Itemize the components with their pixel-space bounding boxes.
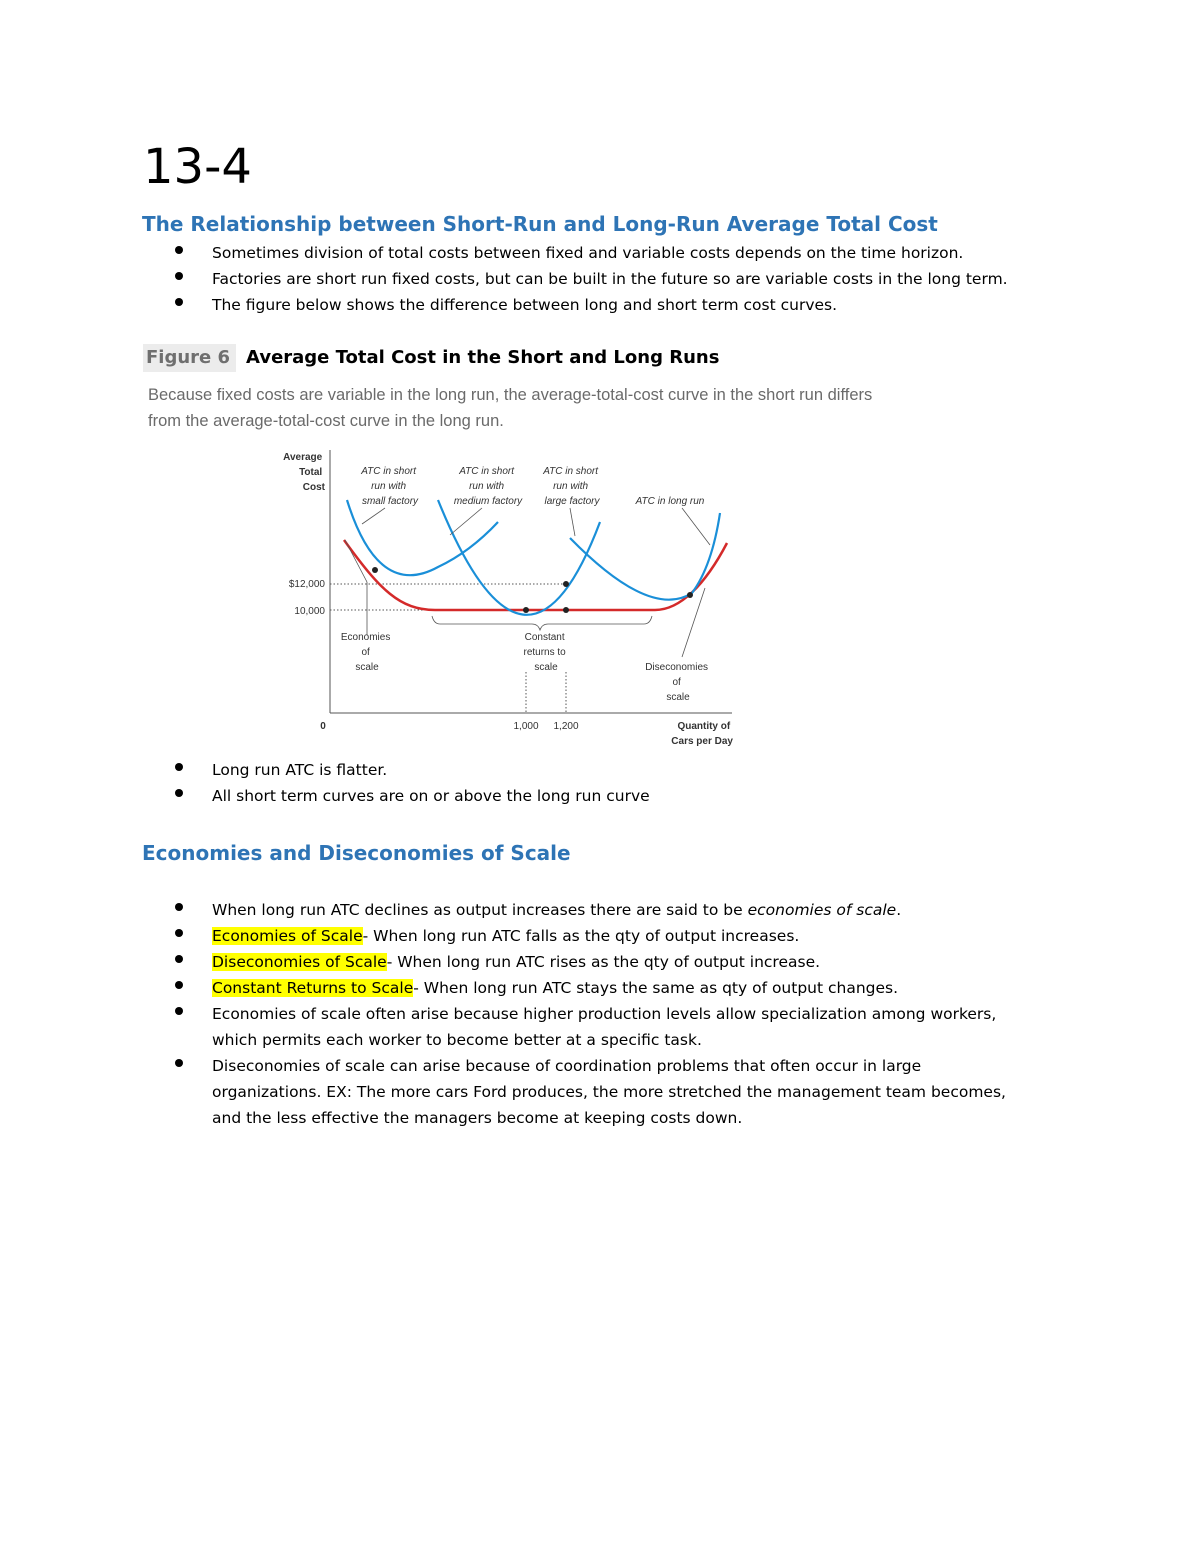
annotation-economies: Economies of scale (340, 632, 391, 673)
list-item: Diseconomies of Scale- When long run ATC rises as the qty of output increase. (0, 949, 1032, 975)
list-item: Economies of Scale- When long run ATC falls as the qty of output increases. (0, 923, 1032, 949)
series-label-long-run: ATC in long run (635, 496, 705, 507)
short-run-atc-large (570, 513, 720, 600)
highlighted-term: Constant Returns to Scale (212, 979, 414, 997)
x-tick-label-1000: 1,000 (513, 721, 539, 732)
figure-title: Average Total Cost in the Short and Long Runs (246, 347, 720, 368)
list-item: Sometimes division of total costs between fixed and variable costs depends on the time horizon. (0, 240, 1032, 266)
list-item: Economies of scale often arise because higher production levels allow specialization among workers, which permits each worker to become better at a specific task. (0, 1001, 1032, 1053)
atc-chart (270, 440, 750, 755)
economies-leader (345, 540, 367, 582)
figure-label: Figure 6 (143, 344, 236, 372)
series-leader-large (570, 508, 575, 536)
bullet-list-scale (0, 897, 1032, 1131)
bullet-icon (175, 903, 183, 911)
series-leader-medium (450, 508, 482, 535)
bullet-icon (175, 1059, 183, 1067)
bullet-icon (175, 789, 183, 797)
list-item: The figure below shows the difference between long and short term cost curves. (0, 292, 1032, 318)
point-small-tangent (372, 567, 378, 573)
x-axis-label: Quantity of Cars per Day (671, 721, 733, 747)
highlighted-term: Diseconomies of Scale (212, 953, 387, 971)
list-item: Long run ATC is flatter. (0, 757, 1032, 783)
bullet-icon (175, 1007, 183, 1015)
series-label-medium: ATC in short run with medium factory (453, 466, 523, 507)
bullet-icon (175, 272, 183, 280)
point-medium-min (523, 607, 529, 613)
bullet-list-summary (0, 757, 1032, 809)
series-leader-small (362, 508, 385, 524)
list-item: All short term curves are on or above the long run curve (0, 783, 1032, 809)
section-heading-atc: The Relationship between Short-Run and Long-Run Average Total Cost (142, 212, 938, 236)
y-axis-label: Average Total Cost (283, 452, 325, 493)
list-item: When long run ATC declines as output increases there are said to be economies of scale. (0, 897, 1032, 923)
constant-bracket (432, 616, 652, 630)
bullet-icon (175, 763, 183, 771)
annotation-diseconomies: Diseconomies of scale (645, 662, 709, 703)
y-tick-label-12000: $12,000 (288, 579, 325, 590)
annotation-constant: Constant returns to scale (523, 632, 566, 673)
list-item: Constant Returns to Scale- When long run ATC stays the same as qty of output changes. (0, 975, 1032, 1001)
section-heading-scale: Economies and Diseconomies of Scale (142, 841, 571, 865)
bullet-icon (175, 298, 183, 306)
point-medium-12000 (563, 581, 569, 587)
bullet-icon (175, 929, 183, 937)
origin-label: 0 (320, 721, 326, 732)
x-tick-label-1200: 1,200 (553, 721, 579, 732)
short-run-atc-small (347, 500, 498, 575)
bullet-icon (175, 981, 183, 989)
figure-description: Because fixed costs are variable in the long run, the average-total-cost curve in the short run differs from the average-total-cost curve in the long run. (148, 386, 873, 430)
series-label-large: ATC in short run with large factory (543, 466, 600, 507)
point-large-min-lr (563, 607, 569, 613)
bullet-icon (175, 955, 183, 963)
bullet-icon (175, 246, 183, 254)
figure-caption (143, 344, 719, 372)
short-run-atc-medium (438, 500, 600, 615)
bullet-list-intro (0, 240, 1032, 318)
point-large-tangent (687, 592, 693, 598)
page-title: 13-4 (143, 139, 252, 195)
series-label-small: ATC in short run with small factory (361, 466, 419, 507)
list-item: Diseconomies of scale can arise because of coordination problems that often occur in large organizations. EX: The more cars Ford produces, the more stretched the management team becomes, and the less effective the managers become at keeping costs down. (0, 1053, 1032, 1131)
y-tick-label-10000: 10,000 (294, 606, 325, 617)
series-leader-long-run (682, 508, 710, 545)
highlighted-term: Economies of Scale (212, 927, 363, 945)
list-item: Factories are short run fixed costs, but can be built in the future so are variable costs in the long term. (0, 266, 1032, 292)
